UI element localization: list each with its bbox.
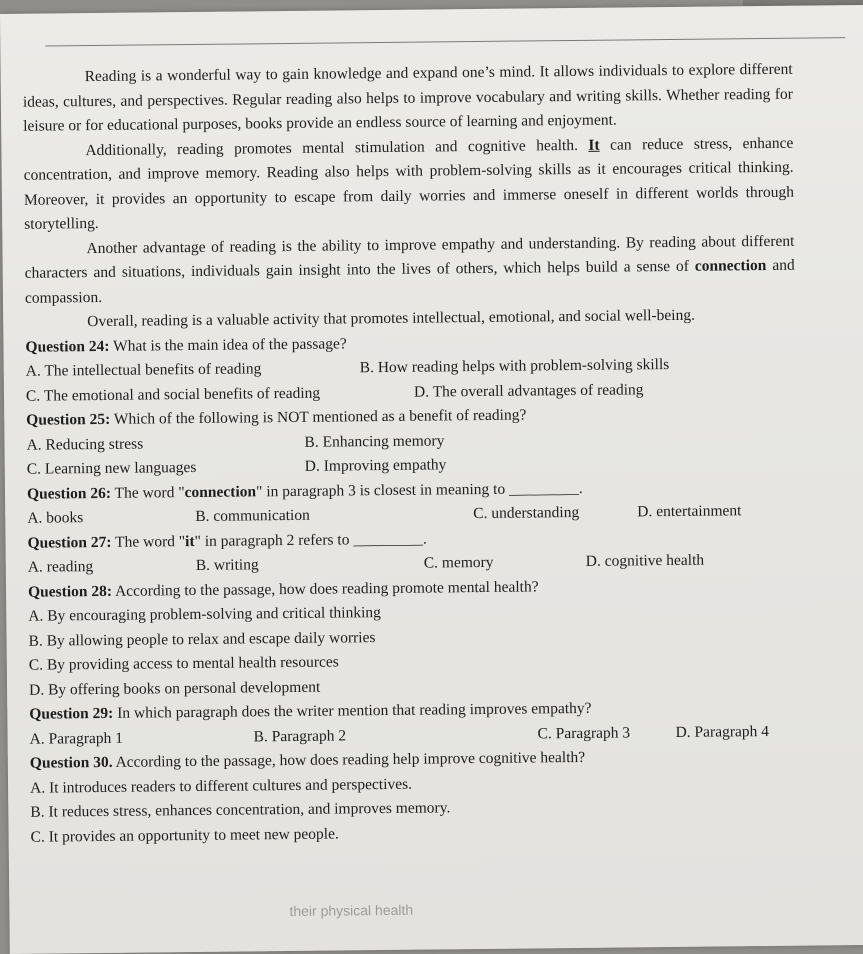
- paper-sheet: [0, 5, 863, 954]
- question-30-option-c[interactable]: C. It provides an opportunity to meet new people.: [30, 824, 339, 846]
- question-25-option-a[interactable]: A. Reducing stress: [26, 435, 144, 454]
- paragraph-1-text: Reading is a wonderful way to gain knowledge and expand one’s mind. It allows individuals to explore different ideas, cultures, and perspectives. Regular reading also helps to improve vocabulary and writing skills. Whether reading for leisure or for educational purposes, books provide an endless source of learning and enjoyment.: [22, 60, 793, 135]
- question-27-option-a[interactable]: A. reading: [27, 558, 94, 576]
- question-25-text: Which of the following is NOT mentioned as a benefit of reading?: [110, 406, 527, 428]
- question-24-option-c[interactable]: C. The emotional and social benefits of reading: [25, 384, 321, 405]
- paragraph-3-text-b: and compassion.: [24, 256, 795, 307]
- question-30-text: According to the passage, how does reading help improve cognitive health?: [112, 748, 586, 771]
- question-29-label: Question 29:: [29, 704, 114, 723]
- question-24-option-d[interactable]: D. The overall advantages of reading: [413, 380, 644, 401]
- question-27-option-d[interactable]: D. cognitive health: [585, 551, 705, 570]
- question-29-option-c[interactable]: C. Paragraph 3: [537, 723, 631, 742]
- question-28-option-b[interactable]: B. By allowing people to relax and escape daily worries: [28, 628, 376, 650]
- question-24-label: Question 24:: [25, 337, 110, 356]
- question-24-option-b[interactable]: B. How reading helps with problem-solving skills: [359, 356, 670, 377]
- paragraph-2-text-b: can reduce stress, enhance concentration, and improve memory. Reading also helps with problem-solving skills as it encourages critical thinking. Moreover, it provides an opportunity to escape from daily worries and immerse oneself in different worlds through storytelling.: [23, 134, 794, 233]
- paragraph-2-text-a: Additionally, reading promotes mental stimulation and cognitive health.: [85, 136, 589, 159]
- worksheet-content: [23, 58, 801, 850]
- paragraph-3-connection: connection: [694, 256, 767, 275]
- cut-off-text: their physical health: [289, 901, 414, 920]
- question-29-option-d[interactable]: D. Paragraph 4: [675, 722, 770, 741]
- question-29-text: In which paragraph does the writer mention that reading improves empathy?: [113, 699, 592, 722]
- question-27-word: it: [185, 532, 195, 550]
- question-26-option-c[interactable]: C. understanding: [473, 503, 580, 523]
- paragraph-1: [23, 58, 794, 140]
- question-27-text-a: The word ": [111, 532, 186, 551]
- paragraph-4-text: Overall, reading is a valuable activity that promotes intellectual, emotional, and social well-being.: [87, 306, 696, 331]
- question-24-text: What is the main idea of the passage?: [109, 334, 347, 355]
- question-28-text: According to the passage, how does reading promote mental health?: [111, 577, 539, 600]
- question-27-option-b[interactable]: B. writing: [195, 556, 259, 574]
- question-26-option-b[interactable]: B. communication: [195, 506, 310, 525]
- question-25-label: Question 25:: [26, 410, 111, 429]
- question-30-option-b[interactable]: B. It reduces stress, enhances concentration, and improves memory.: [30, 799, 451, 821]
- question-29-option-a[interactable]: A. Paragraph 1: [29, 729, 124, 748]
- question-29-option-b[interactable]: B. Paragraph 2: [253, 726, 347, 745]
- question-28-option-a[interactable]: A. By encouraging problem-solving and critical thinking: [28, 604, 381, 625]
- question-27-text-b: " in paragraph 2 refers to _________.: [194, 530, 427, 550]
- question-30-option-a[interactable]: A. It introduces readers to different cultures and perspectives.: [30, 775, 413, 797]
- question-28-option-d[interactable]: D. By offering books on personal development: [28, 678, 321, 699]
- paragraph-3: [24, 229, 795, 311]
- question-26-option-d[interactable]: D. entertainment: [637, 502, 742, 521]
- question-27-label: Question 27:: [27, 533, 112, 552]
- paragraph-2: [23, 131, 794, 237]
- question-28-option-c[interactable]: C. By providing access to mental health resources: [28, 653, 339, 674]
- question-25-option-c[interactable]: C. Learning new languages: [26, 458, 197, 478]
- paragraph-3-text-a: Another advantage of reading is the ability to improve empathy and understanding. By reading about different characters and situations, individuals gain insight into the lives of others, which helps build a sense of: [24, 232, 795, 282]
- top-rule: [45, 37, 845, 46]
- question-26-text-b: " in paragraph 3 is closest in meaning to _________.: [255, 479, 583, 500]
- question-26-word: connection: [184, 482, 257, 501]
- question-26-text-a: The word ": [110, 483, 185, 502]
- question-25-option-b[interactable]: B. Enhancing memory: [304, 431, 445, 451]
- question-26-option-a[interactable]: A. books: [27, 509, 84, 527]
- question-30-label: Question 30.: [29, 753, 113, 772]
- question-27-option-c[interactable]: C. memory: [423, 553, 494, 572]
- paragraph-2-it: It: [588, 136, 600, 154]
- question-25-option-d[interactable]: D. Improving empathy: [304, 456, 447, 475]
- question-24-option-a[interactable]: A. The intellectual benefits of reading: [25, 360, 262, 380]
- question-26-label: Question 26:: [26, 484, 112, 503]
- question-28-label: Question 28:: [27, 582, 113, 601]
